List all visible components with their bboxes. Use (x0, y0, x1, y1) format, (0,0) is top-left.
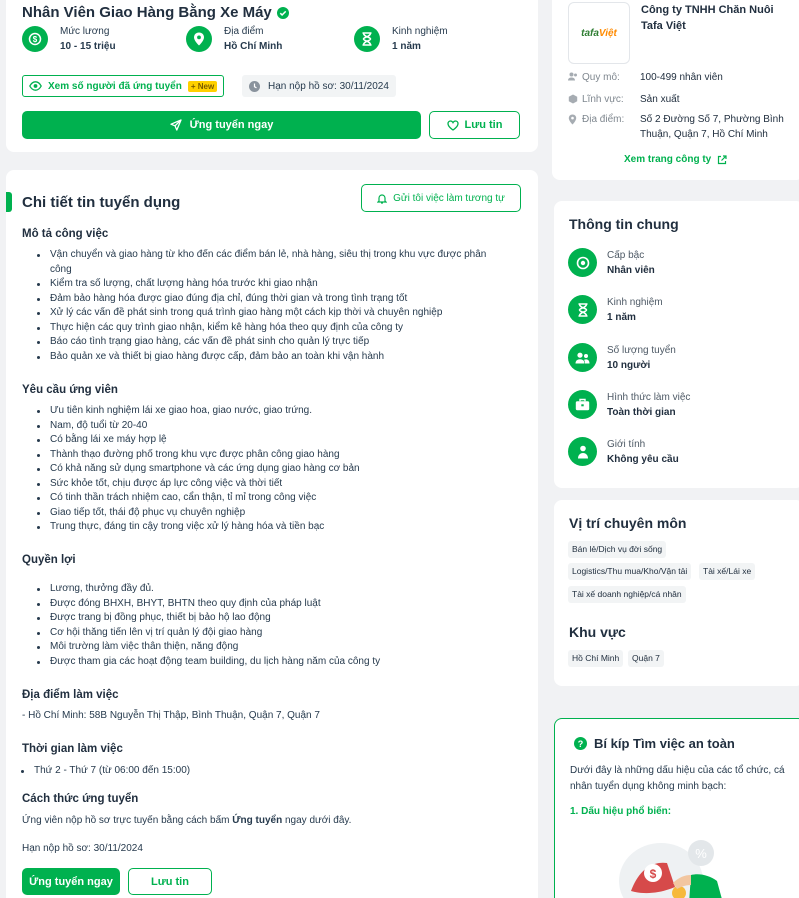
benefits-title: Quyền lợi (22, 554, 76, 566)
svg-text:$: $ (32, 35, 38, 44)
company-address-label: Địa điểm: (582, 114, 625, 125)
deadline-chip (242, 75, 396, 97)
company-card (552, 0, 799, 180)
apply-now-button-bottom[interactable]: Ứng tuyển ngay (22, 868, 120, 895)
description-item: Báo cáo tình trạng giao hàng, các vấn đề phát sinh cho quản lý trực tiếp (34, 335, 504, 350)
expertise-tag[interactable]: Bán lẻ/Dịch vụ đời sống (568, 541, 666, 558)
general-info-title: Thông tin chung (569, 216, 679, 232)
save-job-button[interactable] (429, 111, 520, 139)
company-field-label: Lĩnh vực: (582, 94, 624, 105)
job-detail-card (6, 170, 538, 898)
view-company-link[interactable] (624, 154, 727, 165)
tips-text: Dưới đây là những dấu hiệu của các tổ chức, cá nhân tuyển dụng không minh bạch: (570, 765, 785, 792)
howto-bold: Ứng tuyển (232, 815, 283, 826)
requirement-item: Có bằng lái xe máy hợp lệ (34, 433, 504, 448)
location-summary (186, 26, 282, 52)
description-item: Đảm bảo hàng hóa được giao đúng địa chỉ, đúng thời gian và trong tình trạng tốt (34, 292, 504, 307)
logo-text-1: tafa (581, 27, 599, 39)
general-item-label: Cấp bậc (607, 249, 645, 261)
tips-subtitle: 1. Dấu hiệu phổ biến: (570, 806, 672, 817)
company-field-row (568, 92, 790, 107)
general-item-label: Hình thức làm việc (607, 391, 691, 403)
description-item: Thực hiện các quy trình giao nhận, kiểm kê hàng hóa theo quy định của công ty (34, 321, 504, 336)
money-icon (22, 26, 48, 52)
hourglass-icon (354, 26, 380, 52)
description-item: Bảo quản xe và thiết bị giao hàng được cấp, đảm bảo an toàn khi vận hành (34, 350, 504, 365)
verified-icon (277, 7, 289, 19)
people-icon (568, 343, 597, 372)
general-item-value: 10 người (607, 359, 651, 371)
description-item: Vận chuyển và giao hàng từ kho đến các điểm bán lẻ, nhà hàng, siêu thị trong khu vực được phân công (34, 248, 504, 277)
salary-label: Mức lương (60, 26, 110, 37)
requirement-item: Có tinh thần trách nhiệm cao, cẩn thận, tỉ mỉ trong công việc (34, 491, 504, 506)
new-badge: + New (188, 81, 217, 92)
description-item: Kiểm tra số lượng, chất lượng hàng hóa trước khi giao nhận (34, 277, 504, 292)
general-item-value: Không yêu cầu (607, 453, 679, 465)
description-item: Xử lý các vấn đề phát sinh trong quá trình giao hàng một cách kịp thời và chuyên nghiệp (34, 306, 504, 321)
bell-icon (377, 193, 387, 204)
apply-now-button[interactable] (22, 111, 421, 139)
company-field-value: Sản xuất (640, 94, 680, 105)
company-address-row (568, 112, 790, 142)
job-title: Nhân Viên Giao Hàng Bằng Xe Máy (22, 4, 272, 21)
location-pin-icon (186, 26, 212, 52)
save-job-label: Lưu tin (464, 119, 503, 131)
requirement-item: Thành thạo đường phố trong khu vực được phân công giao hàng (34, 448, 504, 463)
company-name[interactable]: Công ty TNHH Chăn Nuôi Tafa Việt (641, 4, 774, 32)
worktime-title: Thời gian làm việc (22, 743, 123, 755)
svg-text:?: ? (577, 739, 584, 749)
company-address-value: Số 2 Đường Số 7, Phường Bình Thuận, Quận 7, Hồ Chí Minh (640, 114, 784, 140)
hourglass-icon (568, 295, 597, 324)
requirement-item: Sức khỏe tốt, chịu được áp lực công việc và thời tiết (34, 477, 504, 492)
company-size-label: Quy mô: (582, 72, 620, 83)
benefit-item: Cơ hội thăng tiến lên vị trí quản lý đội giao hàng (34, 626, 504, 641)
benefit-item: Lương, thưởng đầy đủ. (34, 582, 504, 597)
view-company-label: Xem trang công ty (624, 154, 712, 165)
benefit-item: Được đóng BHXH, BHYT, BHTN theo quy định của pháp luật (34, 597, 504, 612)
rank-icon (568, 248, 597, 277)
salary-value: 10 - 15 triệu (60, 41, 116, 52)
send-similar-jobs-label: Gửi tôi việc làm tương tự (393, 192, 505, 204)
expertise-tag[interactable]: Tài xế/Lái xe (699, 563, 755, 580)
benefit-item: Được tham gia các hoạt động team building, du lịch hàng năm của công ty (34, 655, 504, 670)
cube-icon (568, 94, 582, 107)
detail-header (6, 190, 180, 214)
general-item-label: Giới tính (607, 438, 646, 450)
tips-title: Bí kíp Tìm việc an toàn (594, 736, 735, 751)
accent-bar (6, 192, 12, 212)
howto-title: Cách thức ứng tuyển (22, 793, 139, 805)
heart-icon (447, 120, 459, 131)
tips-title-row (574, 736, 735, 751)
experience-label: Kinh nghiệm (392, 26, 448, 37)
general-item-rank (568, 248, 655, 277)
general-item-value: 1 năm (607, 311, 636, 323)
worktime-item: Thứ 2 - Thứ 7 (từ 06:00 đến 15:00) (18, 764, 488, 779)
apply-now-label: Ứng tuyển ngay (189, 119, 274, 131)
general-item-value: Toàn thời gian (607, 406, 676, 418)
eye-icon (29, 81, 42, 91)
expertise-tag[interactable]: Logistics/Thu mua/Kho/Vận tải (568, 563, 691, 580)
general-item-label: Kinh nghiệm (607, 296, 663, 308)
send-similar-jobs-button[interactable] (361, 184, 521, 212)
requirement-item: Có khả năng sử dụng smartphone và các ứng dụng giao hàng cơ bản (34, 462, 504, 477)
general-info-card (554, 201, 799, 488)
tips-illustration (611, 831, 741, 898)
general-item-value: Nhân viên (607, 264, 655, 276)
svg-text:%: % (695, 846, 707, 861)
howto-prefix: Ứng viên nộp hồ sơ trực tuyến bằng cách bấm (22, 815, 233, 826)
view-applicants-chip[interactable] (22, 75, 224, 97)
benefits-list (34, 582, 504, 669)
general-item-experience (568, 295, 663, 324)
external-link-icon (717, 155, 727, 165)
requirement-item: Giao tiếp tốt, thái độ phục vụ chuyên nghiệp (34, 506, 504, 521)
expertise-tag[interactable]: Tài xế doanh nghiệp/cá nhân (568, 586, 686, 603)
general-item-gender (568, 437, 679, 466)
company-size-value: 100-499 nhân viên (640, 72, 723, 83)
area-tag[interactable]: Quận 7 (628, 650, 664, 667)
salary-summary (22, 26, 116, 52)
company-logo[interactable] (568, 2, 630, 64)
job-title-row (22, 4, 289, 21)
experience-value: 1 năm (392, 41, 421, 52)
area-tag[interactable]: Hồ Chí Minh (568, 650, 623, 667)
requirements-list (34, 404, 504, 535)
safe-job-tips-card (554, 718, 799, 898)
location-label: Địa điểm (224, 26, 264, 37)
general-item-headcount (568, 343, 676, 372)
job-header-card (6, 0, 538, 152)
experience-summary (354, 26, 448, 52)
howto-text (22, 815, 351, 826)
people-icon (568, 72, 582, 85)
description-title: Mô tả công việc (22, 228, 109, 240)
general-item-label: Số lượng tuyển (607, 344, 676, 356)
worktime-list (18, 764, 488, 779)
svg-text:$: $ (649, 867, 657, 881)
requirement-item: Ưu tiên kinh nghiệm lái xe giao hoa, giao nước, giao trứng. (34, 404, 504, 419)
benefit-item: Được trang bị đồng phục, thiết bị bảo hộ lao động (34, 611, 504, 626)
description-list (34, 248, 504, 364)
send-icon (170, 119, 182, 131)
general-item-worktype (568, 390, 690, 419)
view-applicants-label: Xem số người đã ứng tuyển (48, 80, 182, 92)
deadline-text: Hạn nộp hồ sơ: 30/11/2024 (268, 80, 389, 92)
briefcase-icon (568, 390, 597, 419)
area-title: Khu vực (569, 624, 626, 640)
company-size-row (568, 70, 790, 85)
save-job-button-bottom[interactable]: Lưu tin (128, 868, 212, 895)
workplace-address: - Hồ Chí Minh: 58B Nguyễn Thị Thập, Bình Thuận, Quận 7, Quận 7 (22, 710, 320, 721)
requirement-item: Nam, độ tuổi từ 20-40 (34, 419, 504, 434)
gender-icon (568, 437, 597, 466)
question-icon (574, 737, 587, 750)
deadline-text-bottom: Hạn nộp hồ sơ: 30/11/2024 (22, 843, 143, 854)
location-pin-icon (568, 114, 582, 142)
benefit-item: Môi trường làm việc thân thiện, năng động (34, 640, 504, 655)
logo-text-2: Việt (598, 27, 617, 39)
detail-title: Chi tiết tin tuyển dụng (22, 193, 181, 211)
workplace-title: Địa điểm làm việc (22, 689, 119, 701)
requirements-title: Yêu cầu ứng viên (22, 384, 118, 396)
expertise-title: Vị trí chuyên môn (569, 515, 687, 531)
clock-icon (249, 81, 260, 92)
location-value: Hồ Chí Minh (224, 41, 283, 52)
howto-suffix: ngay dưới đây. (282, 815, 352, 826)
requirement-item: Trung thực, đáng tin cậy trong việc xử lý hàng hóa và tiền bạc (34, 520, 504, 535)
expertise-card (554, 500, 799, 686)
